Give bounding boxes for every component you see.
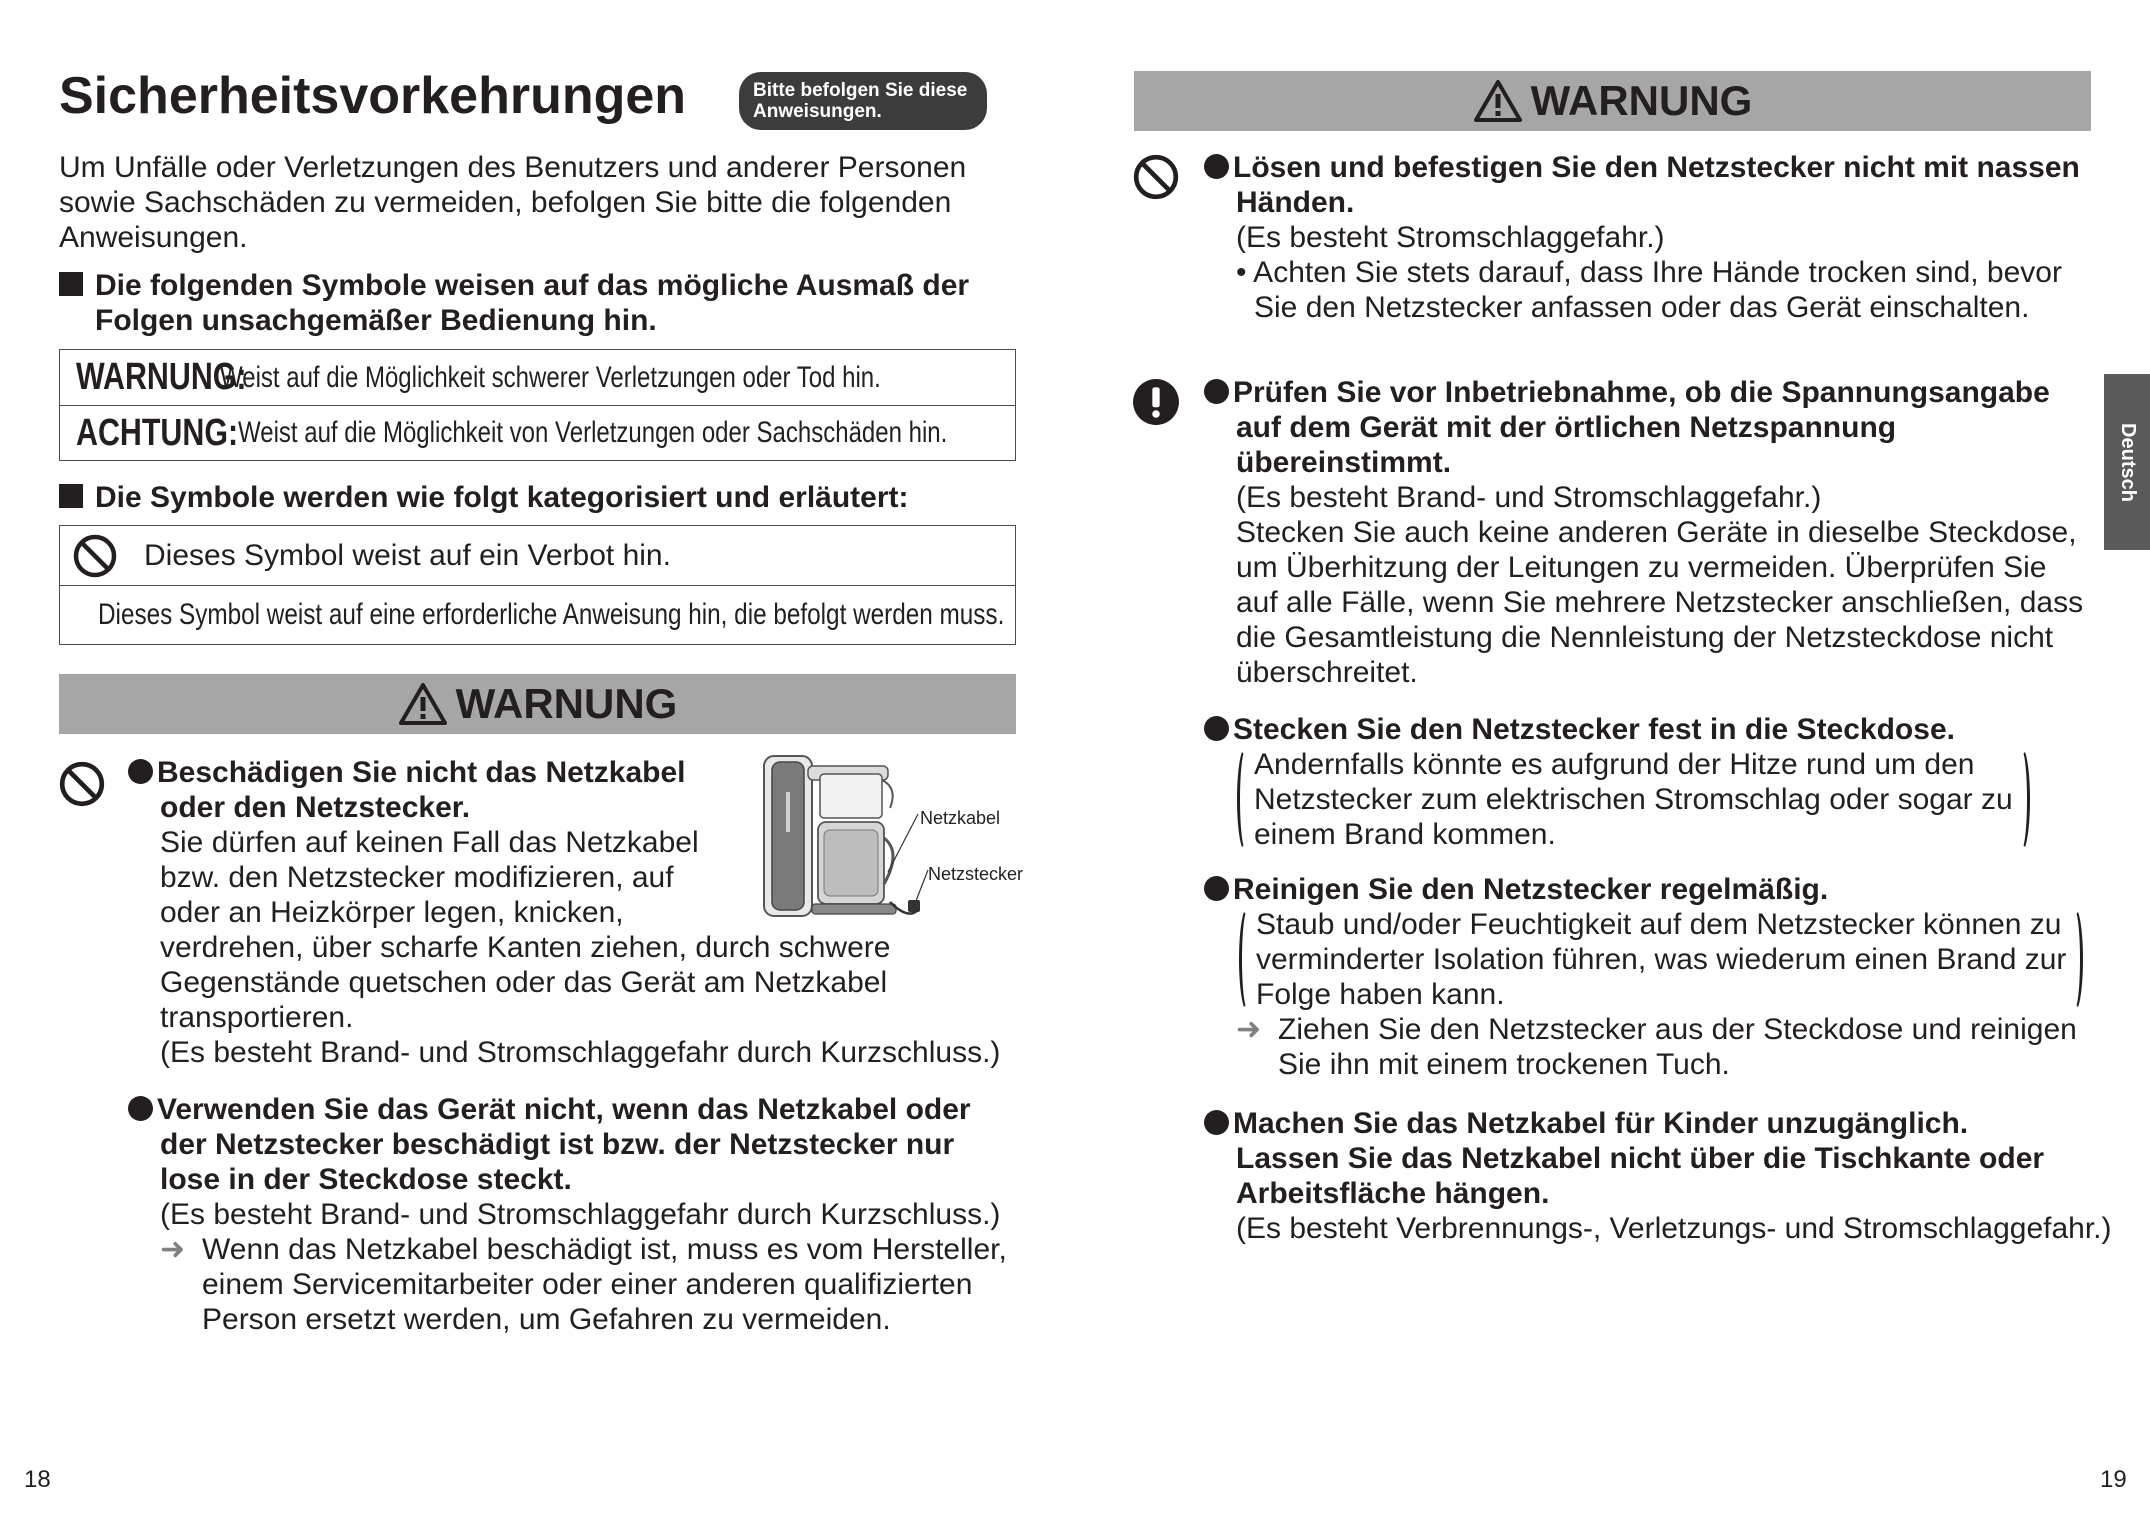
paren-line: Netzstecker zum elektrischen Stromschlag oder sogar zu (1254, 783, 2013, 816)
item-title-line: Machen Sie das Netzkabel für Kinder unzugänglich. (1233, 1107, 1969, 1140)
symbol-heading (59, 268, 1019, 338)
banner-text: WARNUNG (455, 680, 678, 727)
intro-line: sowie Sachschäden zu vermeiden, befolgen Sie bitte die folgenden (59, 186, 952, 219)
heading-line: Die folgenden Symbole weisen auf das mögliche Ausmaß der (95, 269, 970, 302)
banner-text: WARNUNG (1530, 77, 1753, 124)
prohibition-icon (1132, 153, 1180, 201)
arrow-right-icon: ➜ (160, 1233, 186, 1266)
prohibition-icon (58, 760, 106, 808)
item-body-line: verdrehen, über scharfe Kanten ziehen, durch schwere (160, 931, 891, 964)
square-bullet-icon (59, 272, 83, 296)
arrow-line: Ziehen Sie den Netzstecker aus der Steckdose und reinigen (1278, 1013, 2077, 1046)
item-title-line: der Netzstecker beschädigt ist bzw. der Netzstecker nur (160, 1128, 955, 1161)
bullet-dot-icon (1204, 876, 1229, 901)
prohibition-icon (72, 533, 118, 579)
paren-line: verminderter Isolation führen, was wiederum einen Brand zur (1256, 943, 2067, 976)
arrow-line: Person ersetzt werden, um Gefahren zu vermeiden. (202, 1303, 891, 1336)
bullet-line: Sie den Netzstecker anfassen oder das Gerät einschalten. (1254, 291, 2030, 324)
category-heading-text: Die Symbole werden wie folgt kategorisiert und erläutert: (95, 481, 909, 514)
category-heading (59, 480, 909, 515)
caution-description: Weist auf die Möglichkeit von Verletzungen oder Sachschäden hin. (238, 416, 948, 449)
mandatory-text: Dieses Symbol weist auf eine erforderliche Anweisung hin, die befolgt werden muss. (98, 598, 1005, 631)
pill-line: Anweisungen. (753, 101, 882, 122)
mandatory-row (60, 586, 1015, 644)
item-body-line: auf alle Fälle, wenn Sie mehrere Netzstecker anschließen, dass (1236, 586, 2084, 619)
caution-row (60, 406, 1015, 460)
item-title-line: Reinigen Sie den Netzstecker regelmäßig. (1233, 873, 1829, 906)
signal-word-table (59, 349, 1016, 461)
warning-label: WARNUNG: (76, 356, 247, 398)
bullet-dot-icon (1204, 1110, 1229, 1135)
bullet-dot-icon (1204, 379, 1229, 404)
warning-item-clean-plug (1204, 872, 2104, 1082)
figure-label-cable: Netzkabel (920, 808, 1001, 828)
caution-label: ACHTUNG: (76, 411, 239, 454)
item-body-line: Sie dürfen auf keinen Fall das Netzkabel (160, 826, 699, 859)
item-title-line: Stecken Sie den Netzstecker fest in die Steckdose. (1233, 713, 1955, 746)
paren-line: Andernfalls könnte es aufgrund der Hitze rund um den (1254, 748, 1975, 781)
item-body-line: transportieren. (160, 1001, 354, 1034)
language-tab-label: Deutsch (2116, 422, 2139, 502)
item-body-line: bzw. den Netzstecker modifizieren, auf (160, 861, 674, 894)
warning-banner-left (59, 674, 1016, 734)
warning-item-wet-hands (1204, 150, 2104, 325)
paren-line: einem Brand kommen. (1254, 818, 1556, 851)
item-title-line: übereinstimmt. (1236, 446, 1452, 479)
parenthetical-note (1256, 907, 2066, 1012)
bullet-dot-icon (1204, 154, 1229, 179)
intro-line: Anweisungen. (59, 221, 248, 254)
mandatory-icon (1132, 378, 1180, 426)
instruction-pill (739, 72, 987, 130)
bullet-line: • Achten Sie stets darauf, dass Ihre Hände trocken sind, bevor (1236, 256, 2062, 289)
prohibition-row (60, 526, 1015, 586)
prohibition-text: Dieses Symbol weist auf ein Verbot hin. (144, 539, 671, 572)
language-tab (2104, 374, 2150, 550)
warning-banner-right (1134, 71, 2091, 131)
warning-item-plug-firmly (1204, 712, 2104, 852)
paren-line: Folge haben kann. (1256, 978, 1505, 1011)
item-body-line: Stecken Sie auch keine anderen Geräte in dieselbe Steckdose, (1236, 516, 2077, 549)
item-body-line: Gegenstände quetschen oder das Gerät am Netzkabel (160, 966, 888, 999)
item-title-line: Lassen Sie das Netzkabel nicht über die Tischkante oder (1236, 1142, 2045, 1175)
warning-description: Weist auf die Möglichkeit schwerer Verletzungen oder Tod hin. (220, 360, 881, 394)
item-title-line: Verwenden Sie das Gerät nicht, wenn das Netzkabel oder (157, 1093, 971, 1126)
item-body-line: um Überhitzung der Leitungen zu vermeiden. Überprüfen Sie (1236, 551, 2047, 584)
warning-row (60, 350, 1015, 406)
item-note: (Es besteht Stromschlaggefahr.) (1236, 221, 1665, 254)
item-body-line: die Gesamtleistung die Nennleistung der Netzsteckdose nicht (1236, 621, 2054, 654)
page-number-right: 19 (2100, 1466, 2127, 1493)
item-title-line: Prüfen Sie vor Inbetriebnahme, ob die Spannungsangabe (1233, 376, 2050, 409)
bullet-dot-icon (1204, 716, 1229, 741)
item-title-line: auf dem Gerät mit der örtlichen Netzspannung (1236, 411, 1897, 444)
pill-line: Bitte befolgen Sie diese (753, 80, 968, 101)
square-bullet-icon (59, 484, 83, 508)
warning-item-damaged-cable (128, 1092, 1028, 1337)
arrow-line: Sie ihn mit einem trockenen Tuch. (1278, 1048, 1730, 1081)
warning-triangle-icon (1473, 79, 1523, 123)
page-number-left: 18 (24, 1466, 51, 1493)
intro-line: Um Unfälle oder Verletzungen des Benutzers und anderer Personen (59, 151, 967, 184)
item-title-line: lose in der Steckdose steckt. (160, 1163, 572, 1196)
intro-paragraph (59, 150, 1019, 255)
item-body-line: überschreitet. (1236, 656, 1418, 689)
item-title-line: Arbeitsfläche hängen. (1236, 1177, 1550, 1210)
figure-label-plug: Netzstecker (928, 864, 1024, 884)
item-note: (Es besteht Brand- und Stromschlaggefahr durch Kurzschluss.) (160, 1198, 1001, 1231)
item-title-line: Lösen und befestigen Sie den Netzstecker nicht mit nassen (1233, 151, 2080, 184)
item-title-line: Beschädigen Sie nicht das Netzkabel (157, 756, 686, 789)
bullet-dot-icon (128, 759, 153, 784)
bullet-dot-icon (128, 1096, 153, 1121)
arrow-right-icon: ➜ (1236, 1013, 1262, 1046)
warning-item-children (1204, 1106, 2114, 1246)
arrow-line: Wenn das Netzkabel beschädigt ist, muss es vom Hersteller, (202, 1233, 1007, 1266)
coffee-maker-illustration (758, 752, 1028, 927)
paren-line: Staub und/oder Feuchtigkeit auf dem Netzstecker können zu (1256, 908, 2062, 941)
parenthetical-note (1254, 747, 2013, 852)
item-body-line: (Es besteht Brand- und Stromschlaggefahr durch Kurzschluss.) (160, 1036, 1001, 1069)
item-title-line: Händen. (1236, 186, 1355, 219)
item-body-line: (Es besteht Brand- und Stromschlaggefahr.) (1236, 481, 1822, 514)
item-body-line: oder an Heizkörper legen, knicken, (160, 896, 624, 929)
symbol-table (59, 525, 1016, 645)
page-title: Sicherheitsvorkehrungen (59, 67, 687, 125)
warning-triangle-icon (398, 682, 448, 726)
warning-item-voltage (1204, 375, 2104, 690)
item-title-line: oder den Netzstecker. (160, 791, 471, 824)
item-note: (Es besteht Verbrennungs-, Verletzungs- und Stromschlaggefahr.) (1236, 1212, 2112, 1245)
heading-line: Folgen unsachgemäßer Bedienung hin. (95, 304, 657, 337)
arrow-line: einem Servicemitarbeiter oder einer anderen qualifizierten (202, 1268, 973, 1301)
